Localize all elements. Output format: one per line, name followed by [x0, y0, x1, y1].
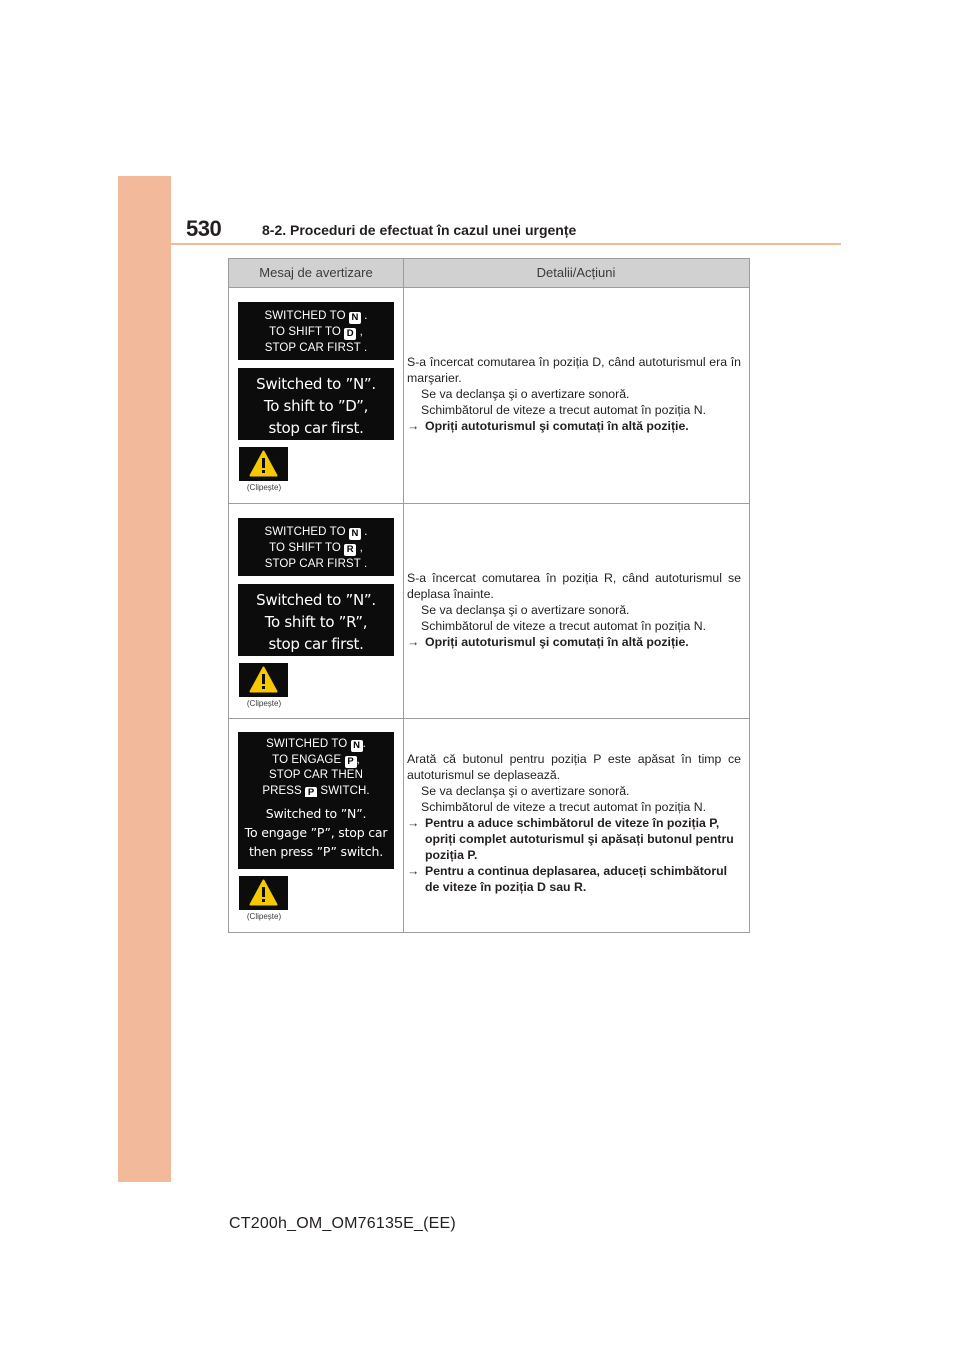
action-item: → Opriți autoturismul şi comutați în altă poziție.	[407, 635, 689, 649]
shift-n-glyph: N	[349, 312, 361, 324]
shift-r-glyph: R	[344, 544, 356, 556]
warning-triangle-icon	[249, 879, 278, 906]
action-item: → Pentru a aduce schimbătorul de viteze în poziția P, opriți complet autoturismul şi apăsați butonul pentru poziția P.	[407, 816, 734, 862]
shift-n-glyph: N	[351, 740, 363, 752]
flashing-note: (Clipește)	[246, 912, 282, 921]
details-text: S-a încercat comutarea în poziția D, când autoturismul era în marşarier. Se va declanşa şi o avertizare sonoră. Schimbătorul de viteze a trecut automat în poziția N. → Opriți autoturismul şi comutați în altă poziție.	[407, 355, 741, 433]
header-warning-message: Mesaj de avertizare	[259, 265, 373, 280]
warning-indicator	[239, 447, 288, 481]
lcd-display: SWITCHED TO N . TO ENGAGE P , STOP CAR THEN PRESS P SWITCH.	[238, 732, 394, 804]
action-item: → Pentru a continua deplasarea, aduceți schimbătorul de viteze în poziția D sau R.	[407, 864, 728, 894]
shift-d-glyph: D	[344, 328, 356, 340]
arrow-icon: →	[407, 635, 420, 649]
shift-p-glyph: P	[345, 756, 357, 768]
warning-triangle-icon	[249, 450, 278, 477]
header-details-actions: Detalii/Acțiuni	[536, 265, 616, 280]
details-text: Arată că butonul pentru poziția P este apăsat în timp ce autoturismul se deplasează. Se va declanşa şi o avertizare sonoră. Schimbătorul de viteze a trecut automat în poziția N. → Pentru a aduce schimbătorul de viteze în poziția P, opriți complet autoturismul şi apăsați butonul pentru poziția P. → Pentru a continua deplasarea, aduceți schimbătorul de viteze în poziția D sau R.	[407, 752, 741, 894]
table-row	[229, 719, 749, 932]
warning-messages-table	[228, 258, 750, 933]
header-rule	[171, 243, 841, 245]
table-row	[229, 504, 749, 719]
section-title: 8-2. Proceduri de efectuat în cazul unei urgențe	[262, 222, 577, 238]
table-header	[229, 259, 749, 288]
document-code: CT200h_OM_OM76135E_(EE)	[229, 1215, 456, 1232]
arrow-icon: →	[407, 864, 420, 878]
arrow-icon: →	[407, 816, 420, 830]
details-text: S-a încercat comutarea în poziția R, când autoturismul se deplasa înainte. Se va declanşa şi o avertizare sonoră. Schimbătorul de viteze a trecut automat în poziția N. → Opriți autoturismul şi comutați în altă poziție.	[407, 571, 741, 649]
lcd-display: SWITCHED TO N . TO SHIFT TO R , STOP CAR FIRST .	[238, 518, 394, 576]
warning-indicator	[239, 876, 288, 910]
flashing-note: (Clipește)	[246, 699, 282, 708]
page-number: 530	[186, 216, 222, 241]
arrow-icon: →	[407, 419, 420, 433]
chapter-side-tab	[118, 176, 171, 1182]
p-switch-glyph: P	[305, 787, 317, 799]
warning-triangle-icon	[249, 666, 278, 693]
warning-indicator	[239, 663, 288, 697]
action-item: → Opriți autoturismul şi comutați în altă poziție.	[407, 419, 689, 433]
lcd-display: SWITCHED TO N . TO SHIFT TO D , STOP CAR FIRST .	[238, 302, 394, 360]
table-row	[229, 288, 749, 504]
multi-info-display: Switched to ”N”. To shift to ”D”, stop car first.	[238, 368, 394, 440]
multi-info-display: Switched to ”N”. To shift to ”R”, stop car first.	[238, 584, 394, 656]
multi-info-display: Switched to ”N”. To engage ”P”, stop car then press ”P” switch.	[238, 797, 394, 869]
flashing-note: (Clipește)	[246, 483, 282, 492]
shift-n-glyph: N	[349, 528, 361, 540]
